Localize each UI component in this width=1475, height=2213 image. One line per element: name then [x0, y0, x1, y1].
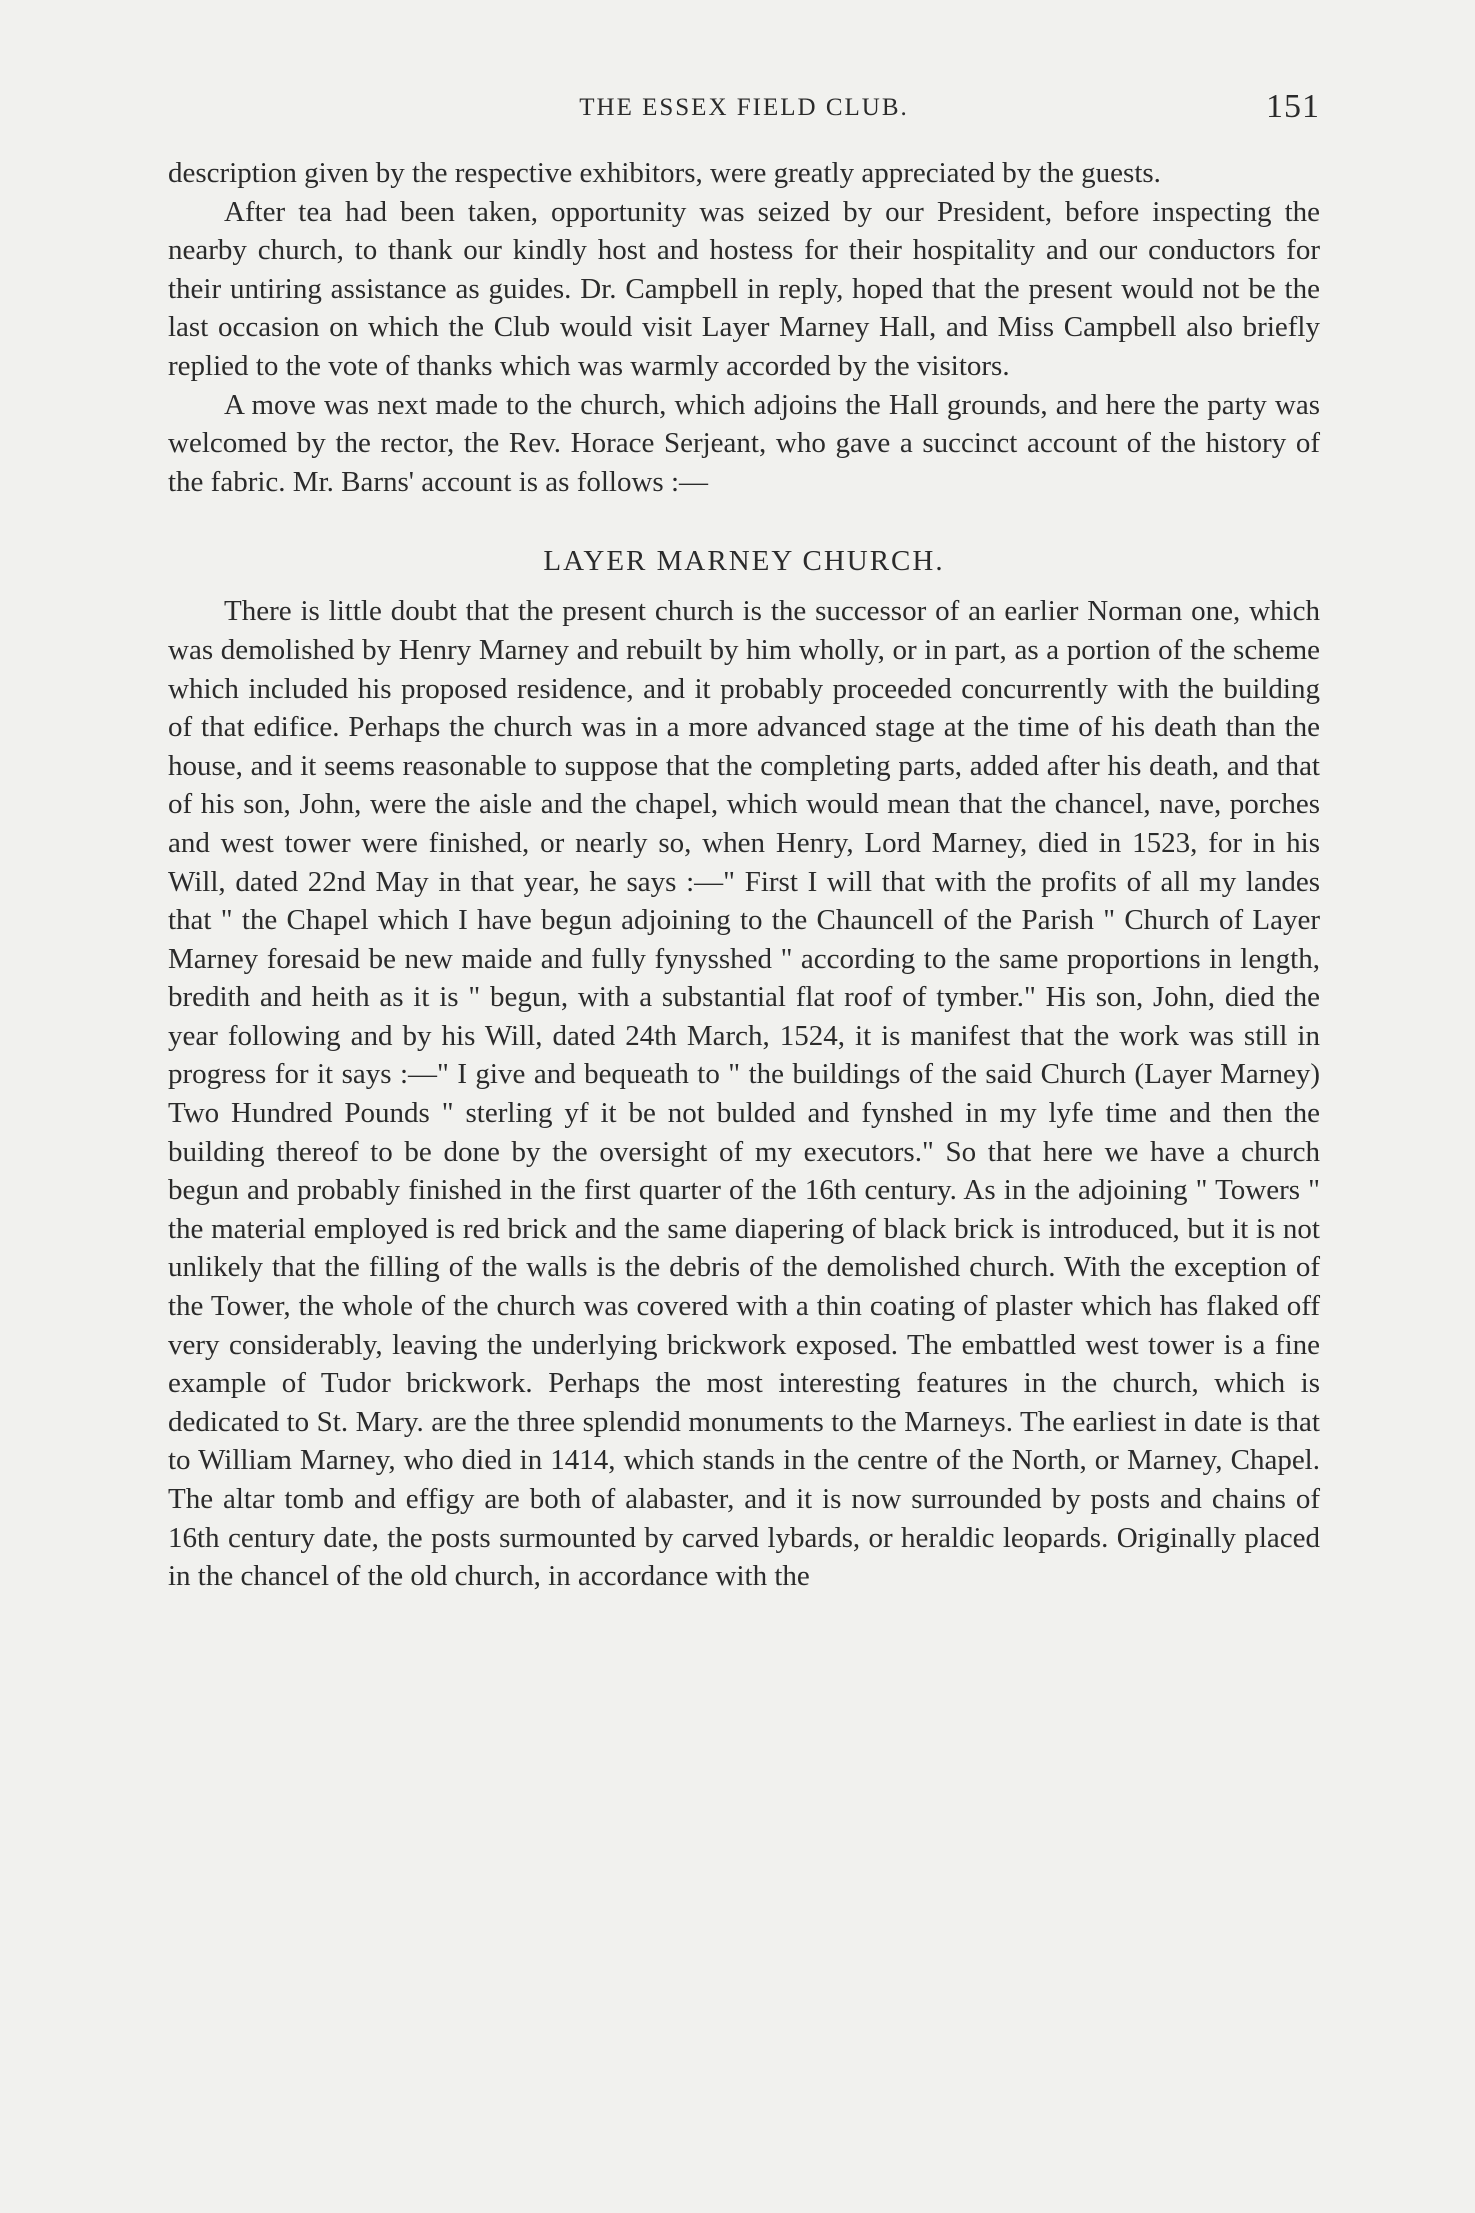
- running-title: THE ESSEX FIELD CLUB.: [579, 94, 909, 121]
- paragraph-move-to-church: A move was next made to the church, which adjoins the Hall grounds, and here the party was welcomed by the rector, the Rev. Horace Serjeant, who gave a succinct account of the history of the fabric. Mr. Barns' account is as follows :—: [168, 388, 1320, 498]
- running-head: [168, 88, 1320, 128]
- paragraph-church-history: There is little doubt that the present church is the successor of an earlier Norman one, which was demolished by Henry Marney and rebuilt by him wholly, or in part, as a portion of the scheme which included his proposed residence, and it probably proceeded concurrently with the building of that edifice. Perhaps the church was in a more advanced stage at the time of his death than the house, and it seems reasonable to suppose that the completing parts, added after his death, and that of his son, John, were the aisle and the chapel, which would mean that the chancel, nave, porches and west tower were finished, or nearly so, when Henry, Lord Marney, died in 1523, for in his Will, dated 22nd May in that year, he says :—" First I will that with the profits of all my landes that " the Chapel which I have begun adjoining to the Chauncell of the Parish " Church of Layer Marney foresaid be new maide and fully fynysshed " according to the same proportions in length, bredith and heith as it is " begun, with a substantial flat roof of tymber." His son, John, died the year following and by his Will, dated 24th March, 1524, it is manifest that the work was still in progress for it says :—" I give and bequeath to " the buildings of the said Church (Layer Marney) Two Hundred Pounds " sterling yf it be not bulded and fynshed in my lyfe time and then the building thereof to be done by the oversight of my executors." So that here we have a church begun and probably finished in the first quarter of the 16th century. As in the adjoining " Towers " the material employed is red brick and the same diapering of black brick is introduced, but it is not unlikely that the filling of the walls is the debris of the demolished church. With the exception of the Tower, the whole of the church was covered with a thin coating of plaster which has flaked off very considerably, leaving the underlying brickwork exposed. The embattled west tower is a fine example of Tudor brickwork. Perhaps the most interesting features in the church, which is dedicated to St. Mary. are the three splendid monuments to the Marneys. The earliest in date is that to William Marney, who died in 1414, which stands in the centre of the North, or Marney, Chapel. The altar tomb and effigy are both of alabaster, and it is now surrounded by posts and chains of 16th century date, the posts surmounted by carved lybards, or heraldic leopards. Originally placed in the chancel of the old church, in accordance with the: [168, 595, 1320, 1593]
- paragraph-after-tea: After tea had been taken, opportunity was seized by our President, before inspecting the nearby church, to thank our kindly host and hostess for their hospitality and our conductors for their untiring assistance as guides. Dr. Campbell in reply, hoped that the present would not be the last occasion on which the Club would visit Layer Marney Hall, and Miss Campbell also briefly replied to the vote of thanks which was warmly accorded by the visitors.: [168, 195, 1320, 382]
- body-text: [168, 154, 1320, 1596]
- book-page: [168, 88, 1320, 1596]
- paragraph-continued: description given by the respective exhibitors, were greatly appreciated by the guests.: [168, 157, 1161, 189]
- page-number: 151: [1266, 88, 1320, 125]
- section-heading: LAYER MARNEY CHURCH.: [543, 545, 945, 578]
